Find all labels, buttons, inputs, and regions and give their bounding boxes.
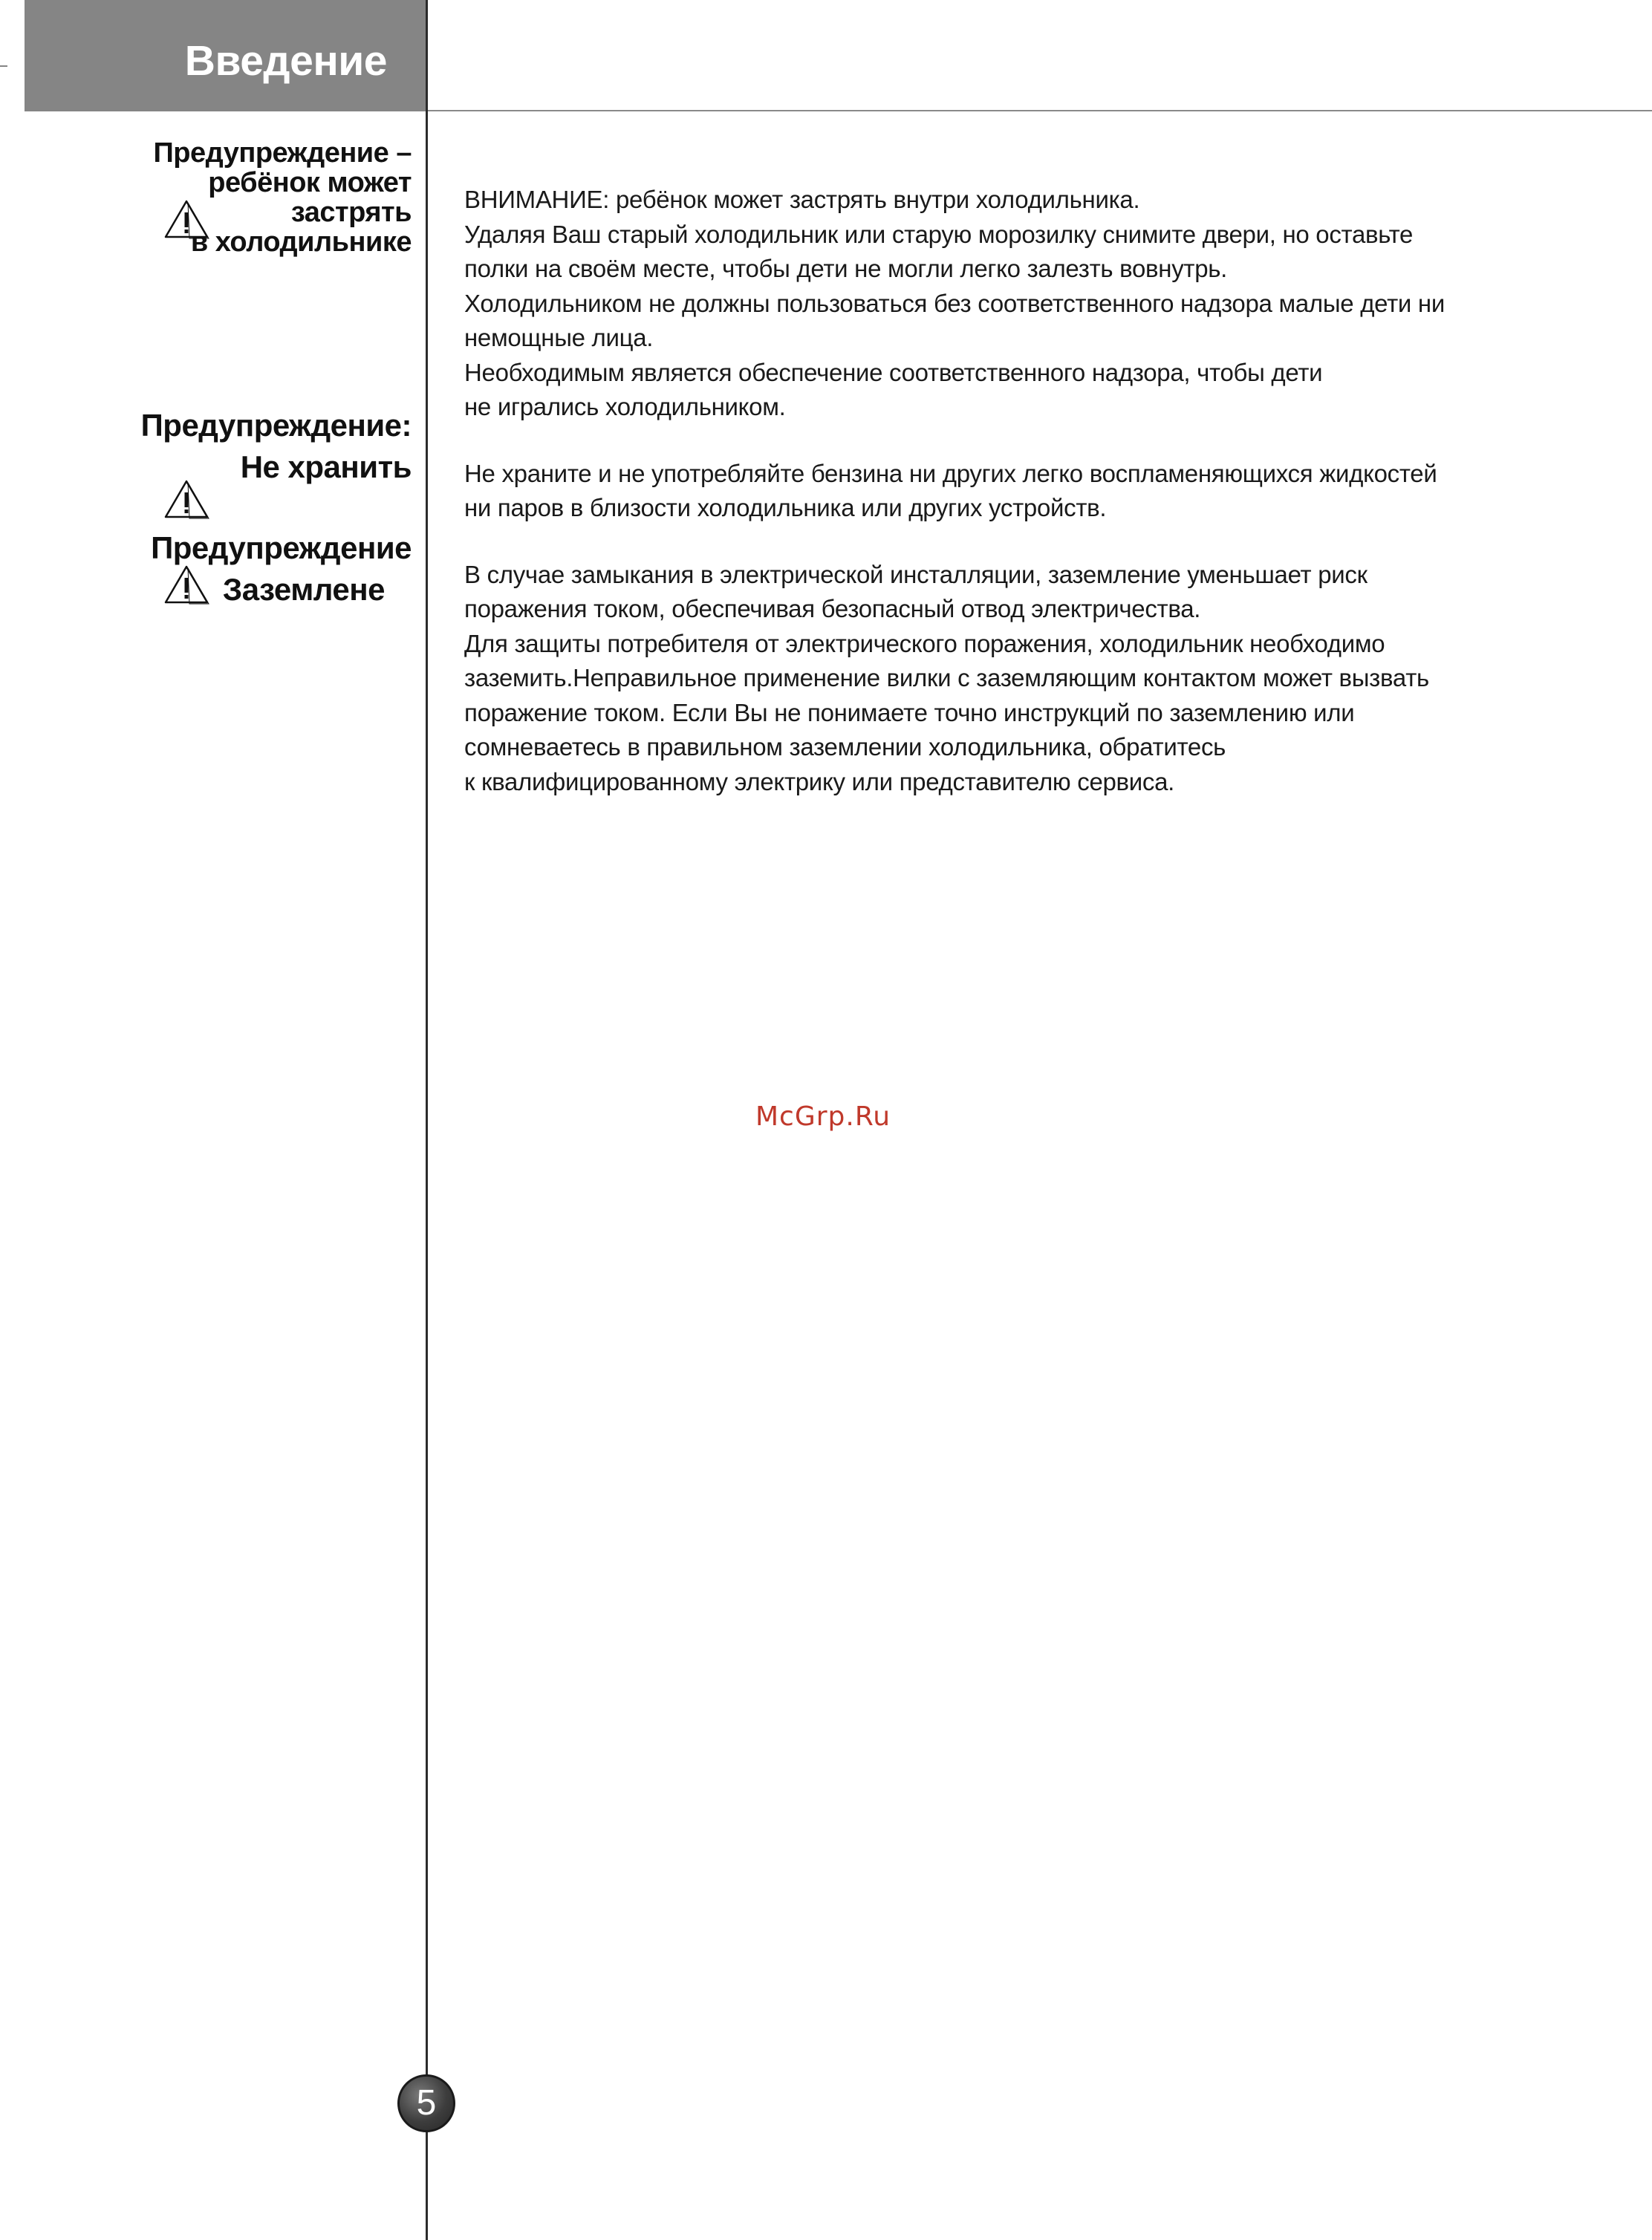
- header-divider-line: [428, 110, 1652, 111]
- sidebar-heading-line: застрять: [290, 197, 412, 228]
- paragraph-child-safety: [464, 183, 1519, 425]
- sidebar-heading-line: Не хранить: [240, 449, 412, 484]
- text-line: не игрались холодильником.: [464, 393, 786, 420]
- column-divider-line: [426, 0, 428, 2240]
- header-tick-mark: [0, 65, 7, 67]
- warning-triangle-icon: [163, 479, 209, 519]
- text-line: Холодильником не должны пользоваться без соответственного надзора малые дети ни: [464, 289, 1445, 317]
- section-title: Введение: [184, 37, 387, 85]
- text-line: Для защиты потребителя от электрического поражения, холодильник необходимо: [464, 629, 1385, 657]
- warning-triangle-icon: [163, 564, 209, 605]
- sidebar-heading-line: ребёнок может: [208, 167, 412, 198]
- sidebar-heading-line: Предупреждение:: [140, 408, 412, 443]
- paragraph-gap: [464, 425, 1519, 457]
- text-line: немощные лица.: [464, 324, 654, 351]
- text-line: ВНИМАНИЕ: ребёнок может застрять внутри холодильника.: [464, 186, 1140, 213]
- sidebar-heading-child-trapped: [153, 138, 412, 257]
- sidebar-heading-line: в холодильнике: [190, 227, 412, 258]
- text-line: к квалифицированному электрику или представителю сервиса.: [464, 767, 1175, 795]
- main-content: [464, 183, 1519, 799]
- text-line: поражение током. Если Вы не понимаете точно инструкций по заземлению или: [464, 698, 1355, 726]
- text-line: сомневаетесь в правильном заземлении холодильника, обратитесь: [464, 733, 1226, 761]
- text-line: поражения током, обеспечивая безопасный отвод электричества.: [464, 595, 1201, 622]
- paragraph-flammables: [464, 457, 1519, 526]
- text-line: Удаляя Ваш старый холодильник или старую морозилку снимите двери, но оставьте: [464, 220, 1414, 248]
- sidebar-heading-line: Предупреждение –: [153, 137, 412, 169]
- text-line: полки на своём месте, чтобы дети не могли легко залезть вовнутрь.: [464, 255, 1228, 282]
- page-number-badge: 5: [397, 2074, 455, 2132]
- text-line: Не храните и не употребляйте бензина ни других легко воспламеняющихся жидкостей: [464, 459, 1437, 487]
- text-line: заземить.Неправильное применение вилки с заземляющим контактом может вызвать: [464, 664, 1429, 691]
- sidebar-heading-line: Предупреждение: [151, 530, 412, 565]
- text-line: В случае замыкания в электрической инсталляции, заземление уменьшает риск: [464, 560, 1368, 588]
- warning-triangle-icon: [163, 199, 209, 239]
- text-line: ни паров в близости холодильника или других устройств.: [464, 494, 1107, 521]
- text-line: Необходимым является обеспечение соответственного надзора, чтобы дети: [464, 358, 1323, 386]
- paragraph-grounding: [464, 558, 1519, 800]
- sidebar-heading-line: Заземлене: [222, 572, 385, 607]
- paragraph-gap: [464, 526, 1519, 558]
- sidebar-heading-do-not-store: [141, 405, 412, 488]
- watermark-text: McGrp.Ru: [755, 1101, 891, 1132]
